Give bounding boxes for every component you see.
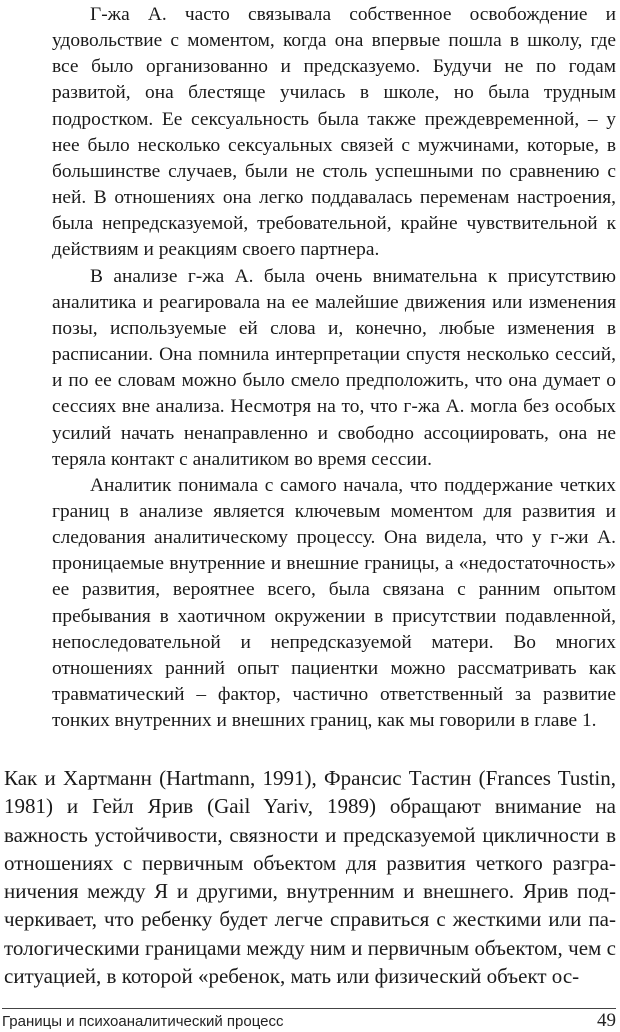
main-text-block xyxy=(4,764,616,990)
case-paragraph-1: Г-жа А. часто связывала собственное освобождение и удовольствие с моментом, когда она впервые пошла в школу, где все было организованно и предсказуемо. Будучи не по годам развитой, она блестяще училась в школе, но была трудным подростком. Ее сексуальность была также преждевременной, – у нее было несколько сексуальных связей с мужчинами, которые, в большинстве случаев, были не столь успешными по сравнению с ней. В отношениях она легко поддавалась переменам настроения, была непредсказуемой, требовательной, крайне чувствительной к действиям и реакциям своего партнера. xyxy=(52,4,616,261)
case-paragraph-2: В анализе г-жа А. была очень внимательна к присутствию аналитика и реагировала на ее малейшие движения или изменения позы, используемые ей слова и, конечно, любые изменения в расписании. Она помнила интерпретации спустя несколько сессий, и по ее словам можно было смело предположить, что она думает о сессиях вне анализа. Несмотря на то, что г-жа А. могла без особых усилий начать ненаправленно и свободно ассоциировать, она не теряла контакт с аналитиком во время сессии. xyxy=(52,265,616,470)
case-description-block xyxy=(52,2,616,734)
case-paragraph-3: Аналитик понимала с самого начала, что поддержание четких границ в анализе является ключевым моментом для развития и следования аналитическому процессу. Она видела, что у г-жи А. проницаемые внутренние и внешние границы, а «недостаточность» ее развития, вероятнее всего, была связана с ранним опытом пребывания в хаотичном окружении в присутствии подавленной, непоследовательной и непредсказуемой матери. Во многих отношениях ранний опыт пациентки можно рассматривать как травматический – фактор, частично ответственный за развитие тонких внутренних и внешних границ, как мы говорили в главе 1. xyxy=(52,474,616,732)
page-number: 49 xyxy=(597,1010,616,1031)
page-footer xyxy=(2,1008,616,1031)
main-paragraph: Как и Хартманн (Hartmann, 1991), Франсис Тастин (Frances Tustin, 1981) и Гейл Ярив (Gail Yariv, 1989) обращают внимание на важность устойчивости, связности и предсказуемой цикличности в отношениях с первичным объектом для развития четкого разграничения между Я и другими, внутренним и внешнего. Ярив подчеркивает, что ребенку будет легче справиться с жесткими или патологическими границами между ним и первичным объектом, чем с ситуацией, в которой «ребенок, мать или физический объект ос- xyxy=(4,766,616,989)
running-title: Границы и психоаналитический процесс xyxy=(2,1013,284,1030)
